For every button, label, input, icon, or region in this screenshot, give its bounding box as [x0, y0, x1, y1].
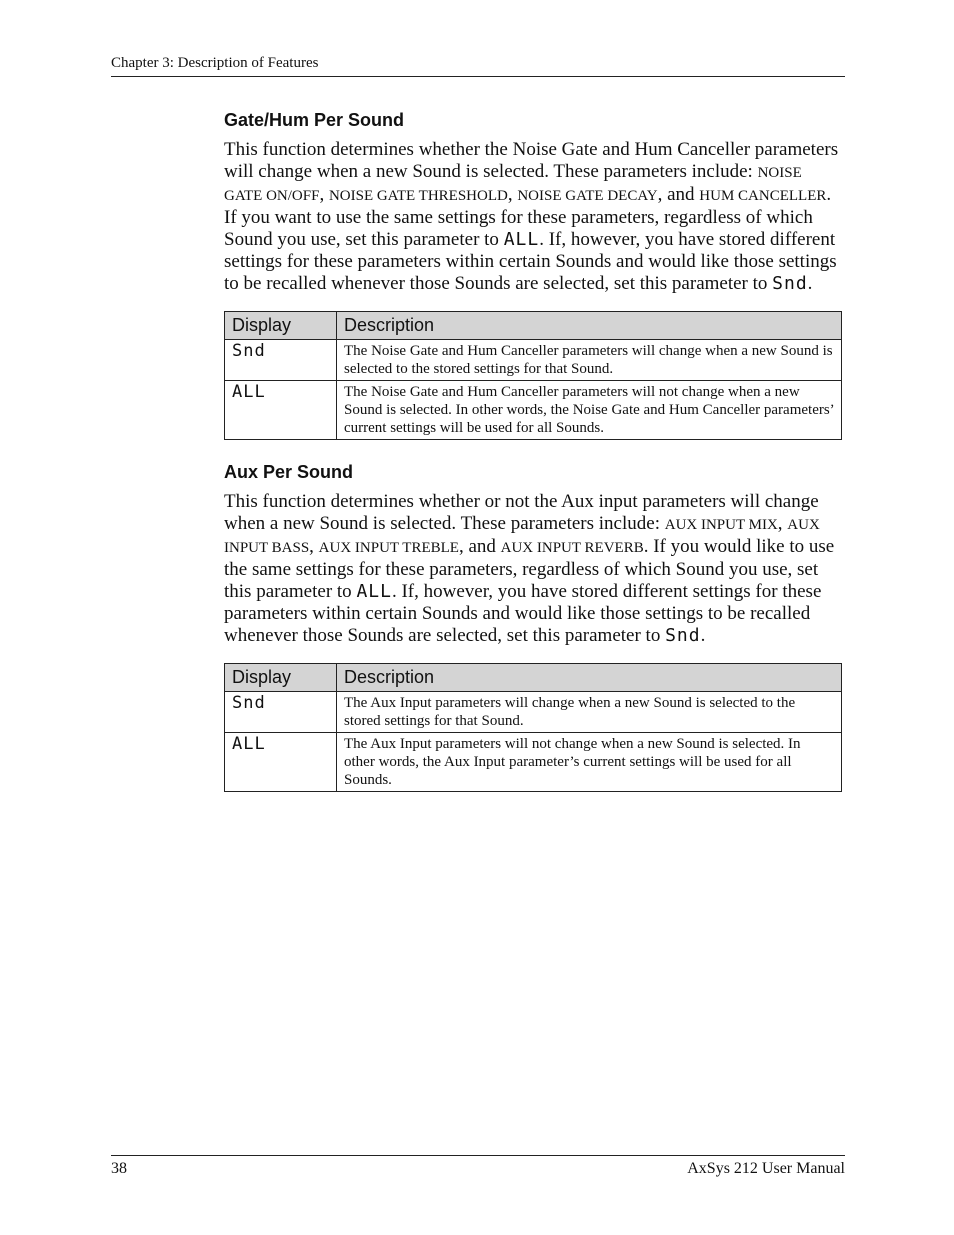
section-aux-per-sound [224, 462, 842, 792]
display-description-table [224, 663, 842, 792]
lcd-display-value: Snd [665, 625, 701, 646]
lcd-display-value: Snd [232, 341, 266, 361]
description-cell: The Noise Gate and Hum Canceller parameters will change when a new Sound is selected to the stored settings for that Sound. [337, 340, 842, 381]
section-paragraph [224, 491, 842, 647]
display-cell [225, 381, 337, 440]
column-header-description: Description [337, 664, 842, 692]
text-run: . [807, 273, 813, 294]
display-cell [225, 692, 337, 733]
table-row [225, 692, 842, 733]
display-description-table [224, 311, 842, 440]
table-header-row [225, 664, 842, 692]
text-run: . [700, 625, 706, 646]
section-paragraph [224, 139, 842, 295]
parameter-name: AUX INPUT REVERB [500, 540, 644, 556]
text-run: . If you want to use the same settings for these parameters, regardless of which Sound you use, set this parameter to [224, 184, 832, 250]
lcd-display-value: Snd [772, 273, 808, 294]
column-header-description: Description [337, 312, 842, 340]
text-run: , [309, 536, 319, 557]
lcd-display-value: ALL [232, 734, 266, 754]
chapter-title: Chapter 3: Description of Features [111, 55, 319, 71]
lcd-display-value: ALL [503, 229, 540, 250]
text-run: , [507, 184, 518, 205]
text-run: . If, however, you have stored different settings for these parameters within certain Sounds and would like those settings to be recalled whenever those Sounds are selected, set this parameter to [224, 229, 837, 294]
page-number: 38 [111, 1160, 127, 1177]
description-cell: The Aux Input parameters will change when a new Sound is selected to the stored settings for that Sound. [337, 692, 842, 733]
section-heading: Aux Per Sound [224, 462, 354, 482]
display-cell [225, 340, 337, 381]
lcd-display-value: Snd [232, 693, 266, 713]
text-run: , and [458, 536, 501, 557]
column-header-display: Display [225, 664, 337, 692]
parameter-name: AUX INPUT MIX [664, 517, 778, 533]
page-content [224, 110, 842, 814]
table-row [225, 381, 842, 440]
text-run: This function determines whether the Noise Gate and Hum Canceller parameters will change when a new Sound is selected. These parameters include: [224, 139, 839, 182]
table-row [225, 733, 842, 792]
lcd-display-value: ALL [232, 382, 266, 402]
text-run: . If you would like to use the same settings for these parameters, regardless of which Sound you use, set this parameter to [224, 536, 835, 602]
running-header [111, 55, 845, 77]
text-run: . If, however, you have stored different settings for these parameters within certain Sounds and would like those settings to be recalled whenever those Sounds are selected, set this parameter to [224, 581, 822, 646]
parameter-name: NOISE GATE DECAY [517, 188, 658, 204]
section-gate-hum-per-sound [224, 110, 842, 440]
parameter-name: AUX INPUT BASS [224, 517, 820, 556]
text-run: , and [657, 184, 700, 205]
text-run: , [777, 513, 788, 534]
manual-title: AxSys 212 User Manual [687, 1160, 845, 1177]
column-header-display: Display [225, 312, 337, 340]
parameter-name: NOISE GATE ON/OFF [224, 165, 802, 204]
running-footer [111, 1155, 845, 1178]
parameter-name: NOISE GATE THRESHOLD [328, 188, 508, 204]
table-header-row [225, 312, 842, 340]
text-run: This function determines whether or not the Aux input parameters will change when a new Sound is selected. These parameters include: [224, 491, 819, 534]
description-cell: The Aux Input parameters will not change when a new Sound is selected. In other words, the Aux Input parameter’s current settings will be used for all Sounds. [337, 733, 842, 792]
table-row [225, 340, 842, 381]
display-cell [225, 733, 337, 792]
parameter-name: AUX INPUT TREBLE [318, 540, 459, 556]
parameter-name: HUM CANCELLER [699, 188, 827, 204]
description-cell: The Noise Gate and Hum Canceller parameters will not change when a new Sound is selected. In other words, the Noise Gate and Hum Canceller parameters’ current settings will be used for all Sounds. [337, 381, 842, 440]
lcd-display-value: ALL [356, 581, 392, 602]
text-run: , [319, 184, 329, 205]
section-heading: Gate/Hum Per Sound [224, 110, 405, 130]
